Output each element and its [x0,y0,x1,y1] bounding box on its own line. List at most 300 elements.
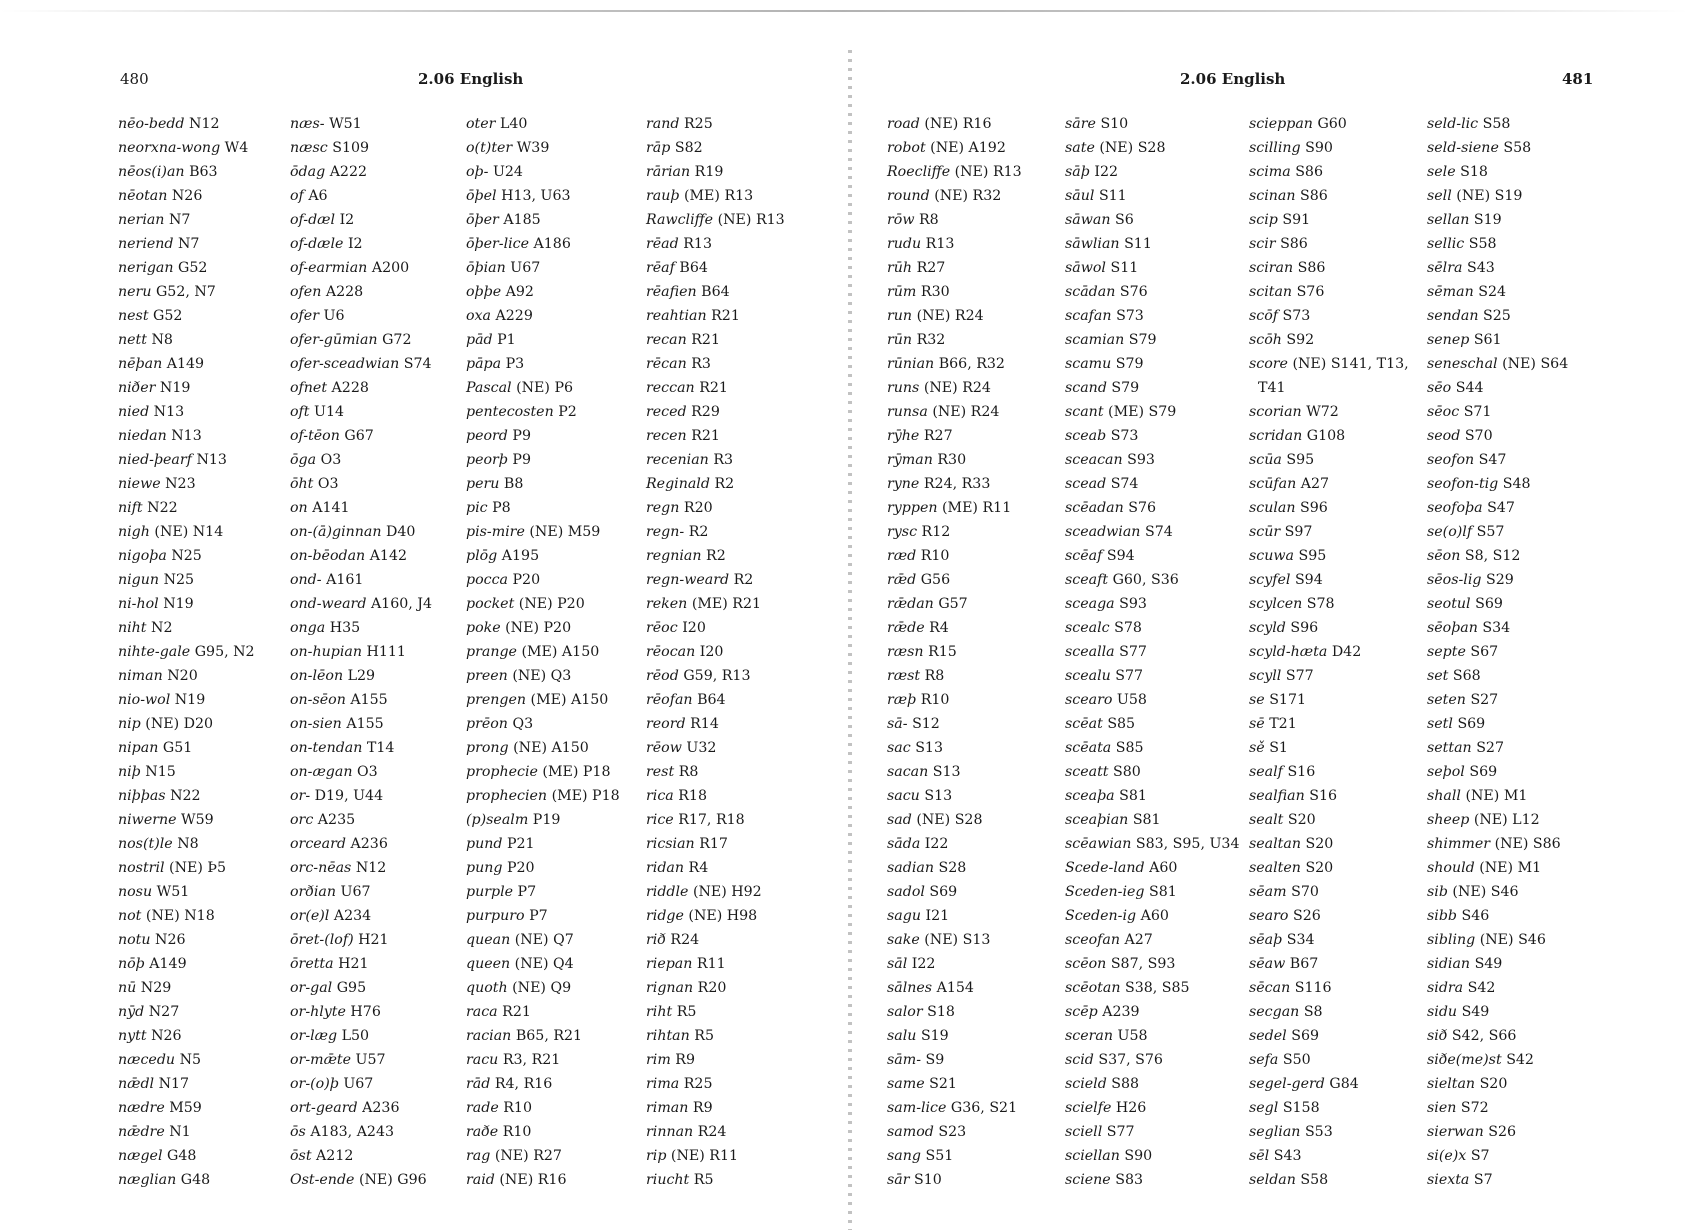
index-entry [887,280,1022,304]
reference-code: Q3 [512,716,534,732]
reference-code: (NE) P20 [518,596,585,612]
index-entry [1249,976,1409,1000]
reference-code: S1 [1269,740,1288,756]
reference-code: A222 [329,164,368,180]
index-entry [1065,1096,1239,1120]
index-entry [118,952,255,976]
reference-code: S20 [1305,860,1334,876]
headword: sā- [887,716,908,732]
headword: niman [118,668,163,684]
headword: seld-lic [1427,116,1479,132]
index-entry [466,1096,620,1120]
reference-code: S93 [1127,452,1155,468]
headword: sib [1427,884,1448,900]
index-entry [1249,592,1409,616]
reference-code: B64 [701,284,730,300]
headword: rōw [887,212,915,228]
reference-code: S73 [1116,308,1144,324]
index-column [1065,112,1239,1192]
reference-code: A228 [325,284,364,300]
index-entry [466,568,620,592]
index-entry [290,472,432,496]
reference-code: N13 [196,452,227,468]
index-entry [646,1048,785,1072]
index-entry [1427,352,1568,376]
reference-code: P7 [517,884,537,900]
reference-code: G56 [920,572,951,588]
headword: seld-siene [1427,140,1499,156]
reference-code: S23 [938,1124,967,1140]
headword: run [887,308,913,324]
reference-code: S21 [929,1076,957,1092]
index-entry [646,448,785,472]
headword: ridan [646,860,684,876]
index-entry [887,424,1022,448]
headword: scyld-hæta [1249,644,1328,660]
reference-code: G67 [344,428,374,444]
reference-code: S24 [1478,284,1507,300]
reference-code: W72 [1306,404,1339,420]
headword: sac [887,740,911,756]
reference-code: D19, U44 [314,788,384,804]
reference-code: S73 [1110,428,1139,444]
reference-code: (NE) Q4 [514,956,574,972]
headword: runsa [887,404,928,420]
reference-code: (ME) R11 [942,500,1012,516]
reference-code: N17 [158,1076,190,1092]
index-entry [290,112,432,136]
index-entry [1249,568,1409,592]
headword: niht [118,620,147,636]
index-entry [1065,232,1239,256]
reference-code: P21 [506,836,535,852]
headword: robot [887,140,926,156]
reference-code: S46 [1461,908,1490,924]
index-entry [1249,952,1409,976]
reference-code: R5 [693,1172,714,1188]
reference-code: N29 [140,980,172,996]
index-entry [1065,424,1239,448]
headword: sciellan [1065,1148,1120,1164]
headword: sāre [1065,116,1096,132]
index-entry [1427,1168,1568,1192]
headword: rica [646,788,674,804]
reference-code: N25 [163,572,195,588]
headword: sacu [887,788,920,804]
index-entry [887,1096,1022,1120]
headword: riht [646,1004,673,1020]
reference-code: (ME) R13 [683,188,754,204]
headword: racu [466,1052,499,1068]
headword: sēaþ [1249,932,1283,948]
reference-code: A155 [350,692,388,708]
index-entry [1427,1000,1568,1024]
reference-code: S74 [1144,524,1173,540]
reference-code: A60 [1140,908,1169,924]
headword: sēman [1427,284,1474,300]
headword: sceofan [1065,932,1121,948]
reference-code: S69 [929,884,958,900]
index-entry [1065,904,1239,928]
index-entry [466,376,620,400]
reference-code: S34 [1482,620,1511,636]
headword: sālnes [887,980,933,996]
reference-code: R4 [688,860,709,876]
index-column [887,112,1022,1192]
headword: pocket [466,596,515,612]
reference-code: G60, S36 [1112,572,1179,588]
index-entry [887,904,1022,928]
index-entry [290,280,432,304]
index-entry [290,1072,432,1096]
reference-code: (NE) Q7 [514,932,574,948]
index-entry [466,1120,620,1144]
headword: ōga [290,452,317,468]
reference-code: S83 [1115,1172,1143,1188]
reference-code: S81 [1119,788,1147,804]
headword: scēawian [1065,836,1132,852]
reference-code: B67 [1289,956,1319,972]
reference-code: O3 [357,764,378,780]
reference-code: S76 [1296,284,1325,300]
headword: nest [118,308,149,324]
index-entry [1249,544,1409,568]
headword: ryppen [887,500,938,516]
reference-code: (NE) Þ5 [169,860,227,876]
index-entry [466,832,620,856]
headword: segel-gerd [1249,1076,1325,1092]
headword: orðian [290,884,336,900]
index-column [118,112,255,1192]
index-entry [118,1000,255,1024]
index-entry [1065,208,1239,232]
headword: sceatt [1065,764,1109,780]
reference-code: (NE) R27 [494,1148,562,1164]
index-column [646,112,785,1192]
index-entry [1249,1072,1409,1096]
headword: sedel [1249,1028,1287,1044]
reference-code: S76 [1128,500,1157,516]
reference-code: S11 [1110,260,1139,276]
reference-code: S90 [1124,1148,1153,1164]
reference-code: R8 [918,212,939,228]
reference-code: S16 [1309,788,1338,804]
index-entry [1427,712,1568,736]
index-entry [1249,808,1409,832]
headword: nǣdre [118,1124,165,1140]
reference-code: S11 [1098,188,1127,204]
reference-code: A239 [1102,1004,1140,1020]
headword: scēp [1065,1004,1098,1020]
headword: rade [466,1100,499,1116]
index-entry [1065,1168,1239,1192]
headword: purple [466,884,514,900]
headword: sceaft [1065,572,1109,588]
index-entry [290,1120,432,1144]
index-entry [887,1024,1022,1048]
headword: searo [1249,908,1289,924]
index-entry [466,544,620,568]
reference-code: W51 [156,884,190,900]
index-entry [290,592,432,616]
headword: ofer [290,308,319,324]
headword: quean [466,932,511,948]
reference-code: I2 [347,236,363,252]
reference-code: (NE) D20 [145,716,214,732]
headword: sidra [1427,980,1464,996]
reference-code: S10 [914,1172,942,1188]
reference-code: O3 [317,476,339,492]
left-page-number: 480 [120,70,149,88]
index-entry [466,328,620,352]
headword: rudu [887,236,922,252]
reference-code: N8 [177,836,199,852]
reference-code: G84 [1329,1076,1359,1092]
reference-code: (NE) R13 [717,212,785,228]
index-column [1249,112,1409,1192]
index-entry [1249,784,1409,808]
headword: scēaf [1065,548,1103,564]
headword: regnian [646,548,702,564]
headword: sēo [1427,380,1452,396]
reference-code: P20 [512,572,541,588]
index-entry [1427,1144,1568,1168]
index-entry [118,832,255,856]
headword: ōþel [466,188,497,204]
index-entry [1427,256,1568,280]
reference-code: R30 [937,452,967,468]
index-column [466,112,620,1192]
reference-code: U67 [343,1076,374,1092]
index-entry [1065,592,1239,616]
reference-code: S109 [332,140,370,156]
headword: scēadan [1065,500,1124,516]
index-entry [887,136,1022,160]
headword: nio-wol [118,692,171,708]
reference-code: S18 [927,1004,955,1020]
reference-code: N20 [167,668,198,684]
headword: peord [466,428,508,444]
headword: nēotan [118,188,168,204]
reference-code: (NE) R24 [916,308,984,324]
headword: scieppan [1249,116,1313,132]
index-entry [1427,880,1568,904]
headword: rūm [887,284,917,300]
index-entry [118,1048,255,1072]
index-entry [1427,472,1568,496]
index-entry [646,616,785,640]
index-entry [887,808,1022,832]
reference-code: S43 [1466,260,1495,276]
reference-code: W59 [181,812,214,828]
headword: on [290,500,308,516]
index-entry [1427,736,1568,760]
reference-code: B64 [679,260,708,276]
headword: nosu [118,884,153,900]
index-entry [1249,880,1409,904]
index-entry [466,1168,620,1192]
reference-code: S11 [1124,236,1152,252]
index-entry [646,184,785,208]
headword: næsc [290,140,328,156]
headword: ræst [887,668,921,684]
headword: Roecliffe [887,164,951,180]
reference-code: S92 [1286,332,1315,348]
index-entry [118,352,255,376]
index-entry [1427,952,1568,976]
reference-code: S81 [1132,812,1161,828]
reference-code: (NE) S13 [924,932,991,948]
headword: nōþ [118,956,145,972]
headword: sē [1249,716,1265,732]
headword: nægel [118,1148,163,1164]
reference-code: A160, J4 [370,596,432,612]
headword: sēoc [1427,404,1460,420]
headword: sadian [887,860,934,876]
reference-code: N19 [159,380,191,396]
index-entry [887,1120,1022,1144]
index-entry [1249,112,1409,136]
headword: preen [466,668,508,684]
reference-code: (NE) S46 [1479,932,1546,948]
reference-code: S12 [912,716,940,732]
headword: rūh [887,260,913,276]
reference-code: R9 [675,1052,696,1068]
headword: nigoþa [118,548,167,564]
right-page [850,0,1688,1230]
headword: rȳman [887,452,933,468]
reference-code: R29 [691,404,720,420]
index-entry [1427,592,1568,616]
reference-code: I22 [1094,164,1119,180]
headword: rice [646,812,674,828]
headword: sceacan [1065,452,1123,468]
index-entry [466,304,620,328]
index-entry [1065,1048,1239,1072]
headword: or-læg [290,1028,338,1044]
index-entry [646,928,785,952]
headword: on-sēon [290,692,346,708]
headword: Ost-ende [290,1172,355,1188]
index-entry [1249,760,1409,784]
headword: sien [1427,1100,1457,1116]
index-entry [118,736,255,760]
headword: o(t)ter [466,140,513,156]
headword: scādan [1065,284,1116,300]
headword: nēo-bedd [118,116,185,132]
headword: salor [887,1004,923,1020]
reference-code: U67 [510,260,541,276]
headword: scuwa [1249,548,1294,564]
index-entry [887,184,1022,208]
headword: scyll [1249,668,1282,684]
reference-code: W51 [329,116,362,132]
reference-code: S25 [1483,308,1511,324]
reference-code: A27 [1124,932,1153,948]
reference-code: D40 [386,524,416,540]
headword: scield [1065,1076,1107,1092]
index-entry [1427,496,1568,520]
reference-code: S38, S85 [1124,980,1190,996]
index-entry [466,1072,620,1096]
headword: scamian [1065,332,1125,348]
reference-code: P7 [529,908,548,924]
index-entry [1065,352,1239,376]
headword: rest [646,764,675,780]
reference-code: R21 [691,428,720,444]
reference-code: (NE) S28 [916,812,983,828]
reference-code: T21 [1269,716,1297,732]
headword: of-earmian [290,260,368,276]
headword: nigh [118,524,150,540]
index-entry [290,1048,432,1072]
index-entry [118,880,255,904]
headword: nerigan [118,260,174,276]
index-entry [290,952,432,976]
index-entry [646,784,785,808]
index-entry [290,760,432,784]
index-entry [466,520,620,544]
index-entry [290,736,432,760]
headword: niþþas [118,788,166,804]
headword: road [887,116,920,132]
headword: regn- [646,524,685,540]
headword: senep [1427,332,1470,348]
reference-code: (NE) A192 [930,140,1006,156]
index-entry [1249,400,1409,424]
index-entry [887,976,1022,1000]
index-entry [1249,688,1409,712]
headword: ond-weard [290,596,367,612]
index-entry [646,256,785,280]
reference-code: (ME) R21 [691,596,762,612]
headword: purpuro [466,908,525,924]
headword: sele [1427,164,1456,180]
index-entry [1427,448,1568,472]
reference-code: A229 [495,308,533,324]
headword: riman [646,1100,689,1116]
index-entry [466,160,620,184]
headword: regn [646,500,680,516]
headword: scōh [1249,332,1282,348]
reference-code: S53 [1304,1124,1333,1140]
index-entry [1065,184,1239,208]
headword: or(e)l [290,908,330,924]
reference-code: R5 [676,1004,697,1020]
index-entry [646,1120,785,1144]
reference-code: R20 [683,500,713,516]
reference-code: B66, R32 [938,356,1005,372]
headword: rǣd [887,572,917,588]
reference-code: S73 [1282,308,1311,324]
headword: rauþ [646,188,680,204]
reference-code: H26 [1115,1100,1147,1116]
headword: ridge [646,908,684,924]
reference-code: S83, S95, U34 [1135,836,1240,852]
reference-code: A6 [308,188,328,204]
headword: sēos-lig [1427,572,1482,588]
headword: ōþian [466,260,506,276]
headword: rūn [887,332,913,348]
index-entry [646,352,785,376]
index-entry [1065,256,1239,280]
headword: scid [1065,1052,1094,1068]
index-entry [1065,1024,1239,1048]
index-entry [646,1168,785,1192]
reference-code: R10 [502,1124,532,1140]
headword: ort-geard [290,1100,358,1116]
headword: septe [1427,644,1466,660]
